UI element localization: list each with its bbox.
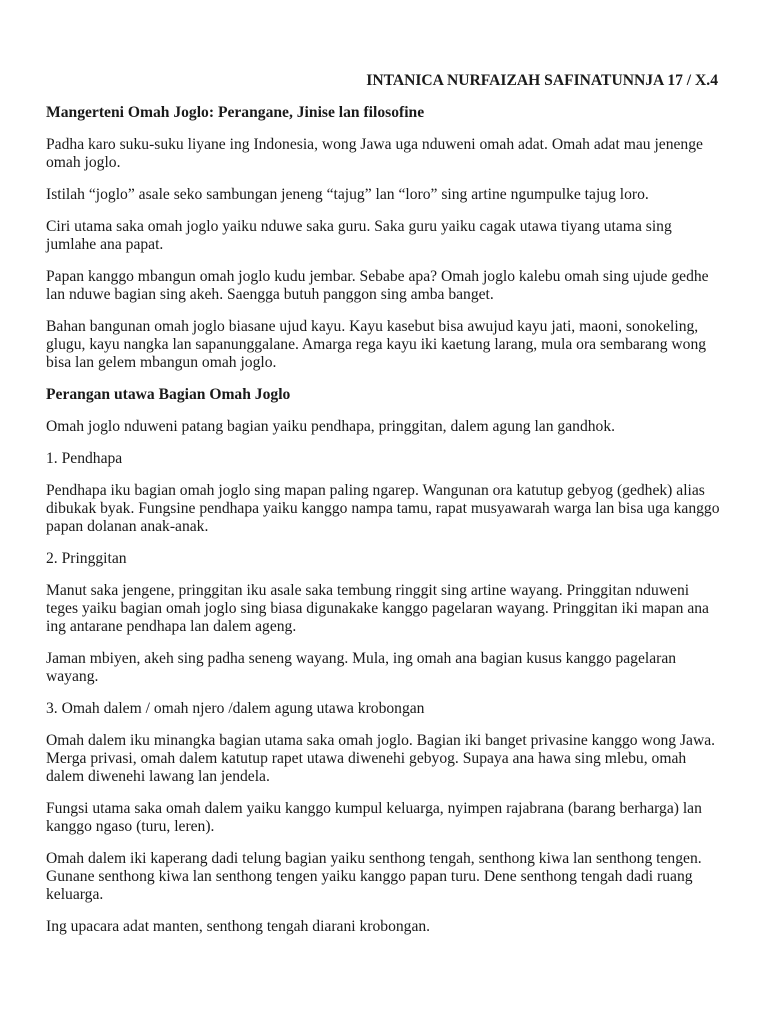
section-heading: Perangan utawa Bagian Omah Joglo bbox=[46, 386, 291, 403]
document-page bbox=[46, 72, 722, 950]
list-item-heading: 2. Pringgitan bbox=[46, 550, 127, 567]
paragraph: Papan kanggo mbangun omah joglo kudu jembar. Sebabe apa? Omah joglo kalebu omah sing ujude gedhe lan nduwe bagian sing akeh. Saengga butuh panggon sing amba banget. bbox=[46, 268, 709, 303]
paragraph: Jaman mbiyen, akeh sing padha seneng wayang. Mula, ing omah ana bagian kusus kanggo pagelaran wayang. bbox=[46, 650, 677, 685]
list-item-heading: 3. Omah dalem / omah njero /dalem agung utawa krobongan bbox=[46, 700, 425, 717]
paragraph: Fungsi utama saka omah dalem yaiku kanggo kumpul keluarga, nyimpen rajabrana (barang berharga) lan kanggo ngaso (turu, leren). bbox=[46, 800, 702, 835]
paragraph: Omah dalem iku minangka bagian utama saka omah joglo. Bagian iki banget privasine kanggo wong Jawa. Merga privasi, omah dalem katutup rapet utawa diwenehi gebyog. Supaya ana hawa sing mlebu, omah dalem diwenehi lawang lan jendela. bbox=[46, 732, 716, 785]
document-title: Mangerteni Omah Joglo: Perangane, Jinise lan filosofine bbox=[46, 104, 425, 121]
paragraph: Manut saka jengene, pringgitan iku asale saka tembung ringgit sing artine wayang. Pringgitan nduweni teges yaiku bagian omah joglo sing biasa digunakake kanggo pagelaran wayang. Pringgitan iki mapan ana ing antarane pendhapa lan dalem ageng. bbox=[46, 582, 709, 635]
paragraph: Pendhapa iku bagian omah joglo sing mapan paling ngarep. Wangunan ora katutup gebyog (gedhek) alias dibukak byak. Fungsine pendhapa yaiku kanggo nampa tamu, rapat musyawarah warga lan bisa uga kanggo papan dolanan anak-anak. bbox=[46, 482, 720, 535]
paragraph: Ciri utama saka omah joglo yaiku nduwe saka guru. Saka guru yaiku cagak utawa tiyang utama sing jumlahe ana papat. bbox=[46, 218, 672, 253]
author-line: INTANICA NURFAIZAH SAFINATUNNJA 17 / X.4 bbox=[366, 72, 718, 89]
list-item-heading: 1. Pendhapa bbox=[46, 450, 123, 467]
paragraph: Bahan bangunan omah joglo biasane ujud kayu. Kayu kasebut bisa awujud kayu jati, maoni, sonokeling, glugu, kayu nangka lan sapanunggalane. Amarga rega kayu iki kaetung larang, mula ora sembarang wong bisa lan gelem mbangun omah joglo. bbox=[46, 318, 707, 371]
paragraph: Omah dalem iki kaperang dadi telung bagian yaiku senthong tengah, senthong kiwa lan senthong tengen. Gunane senthong kiwa lan senthong tengen yaiku kanggo papan turu. Dene senthong tengah dadi ruang keluarga. bbox=[46, 850, 702, 903]
section-intro: Omah joglo nduweni patang bagian yaiku pendhapa, pringgitan, dalem agung lan gandhok. bbox=[46, 418, 616, 435]
paragraph: Istilah “joglo” asale seko sambungan jeneng “tajug” lan “loro” sing artine ngumpulke tajug loro. bbox=[46, 186, 649, 203]
paragraph: Padha karo suku-suku liyane ing Indonesia, wong Jawa uga nduweni omah adat. Omah adat mau jenenge omah joglo. bbox=[46, 136, 703, 171]
paragraph: Ing upacara adat manten, senthong tengah diarani krobongan. bbox=[46, 918, 431, 935]
